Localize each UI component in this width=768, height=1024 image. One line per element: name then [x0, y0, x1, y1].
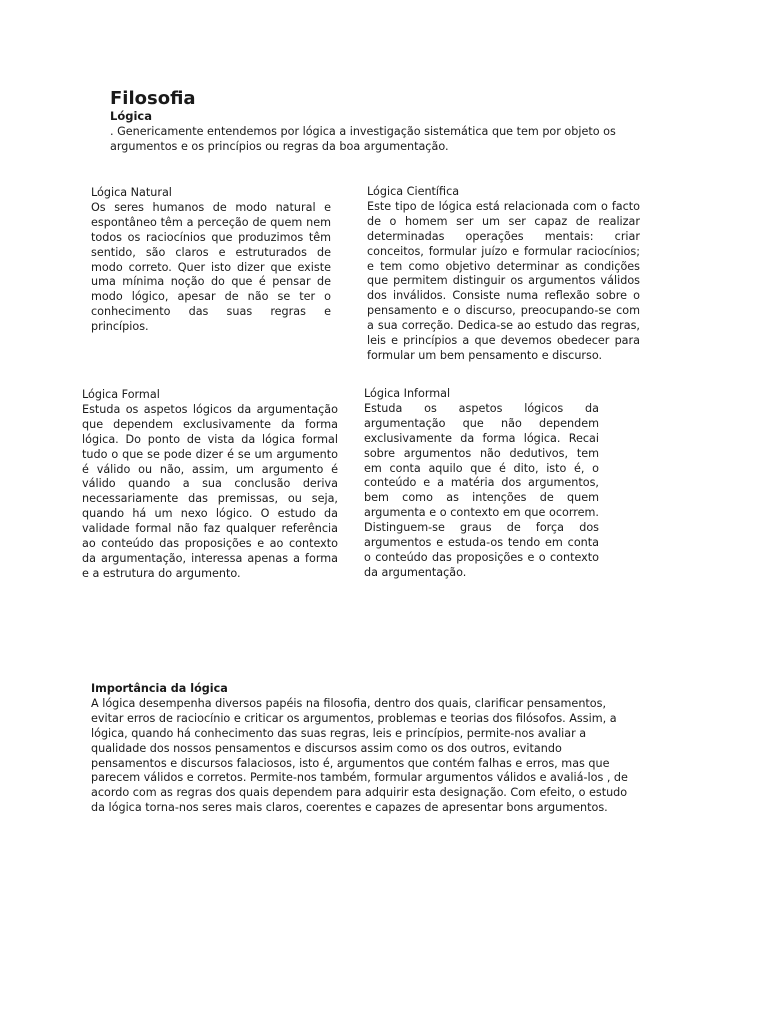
section-heading: Lógica Informal [364, 387, 451, 400]
document-title: Filosofia [110, 88, 196, 109]
section-logica-natural [91, 186, 331, 335]
section-logica-cientifica [367, 185, 640, 364]
document-subtitle: Lógica [110, 109, 152, 123]
intro-paragraph: . Genericamente entendemos por lógica a investigação sistemática que tem por objeto os argumentos e os princípios ou regras da boa argumentação. [110, 125, 616, 153]
section-heading: Lógica Natural [91, 186, 172, 199]
section-logica-informal [364, 387, 599, 581]
section-importancia-da-logica [91, 682, 639, 816]
section-body: Este tipo de lógica está relacionada com o facto de o homem ser um ser capaz de realizar determinadas operações mentais: criar conceitos, formular juízo e formular raciocínios; e tem como objetivo determinar as condições que permitem distinguir os argumentos válidos dos inválidos. Consiste numa reflexão sobre o pensamento e o discurso, preocupando-se com a sua correção. Dedica-se ao estudo das regras, leis e princípios a que devemos obedecer para formular um bem pensamento e discurso. [367, 199, 640, 362]
section-heading: Lógica Formal [82, 388, 160, 401]
section-body: A lógica desempenha diversos papéis na filosofia, dentro dos quais, clarificar pensamentos, evitar erros de raciocínio e criticar os argumentos, problemas e teorias dos filósofos. Assim, a lógica, quando há conhecimento das suas regras, leis e princípios, permite-nos avaliar a qualidade dos nossos pensamentos e discursos assim como os dos outros, evitando pensamentos e discursos falaciosos, isto é, argumentos que contém falhas e erros, mas que parecem válidos e corretos. Permite-nos também, formular argumentos válidos e avaliá-los , de acordo com as regras dos quais dependem para adquirir esta designação. Com efeito, o estudo da lógica torna-nos seres mais claros, coerentes e capazes de apresentar bons argumentos. [91, 696, 628, 815]
section-body: Os seres humanos de modo natural e espontâneo têm a perceção de quem nem todos os raciocínios que produzimos têm sentido, são claros e estruturados de modo correto. Quer isto dizer que existe uma mínima noção do que é pensar de modo lógico, apesar de não se ter o conhecimento das suas regras e princípios. [91, 200, 331, 334]
section-body: Estuda os aspetos lógicos da argumentação que não dependem exclusivamente da forma lógica. Recai sobre argumentos não dedutivos, tem em conta aquilo que é dito, isto é, o conteúdo e a matéria dos argumentos, bem como as intenções de quem argumenta e o contexto em que ocorrem. Distinguem-se graus de força dos argumentos e estuda-os tendo em conta o conteúdo das proposições e o contexto da argumentação. [364, 401, 599, 579]
section-heading: Lógica Científica [367, 185, 460, 198]
section-heading: Importância da lógica [91, 682, 228, 695]
section-body: Estuda os aspetos lógicos da argumentação que dependem exclusivamente da forma lógica. Do ponto de vista da lógica formal tudo o que se pode dizer é se um argumento é válido ou não, assim, um argumento é válido quando a sua conclusão deriva necessariamente das premissas, ou seja, quando há um nexo lógico. O estudo da validade formal não faz qualquer referência ao conteúdo das proposições e ao contexto da argumentação, interessa apenas a forma e a estrutura do argumento. [82, 402, 338, 580]
section-logica-formal [82, 388, 338, 582]
